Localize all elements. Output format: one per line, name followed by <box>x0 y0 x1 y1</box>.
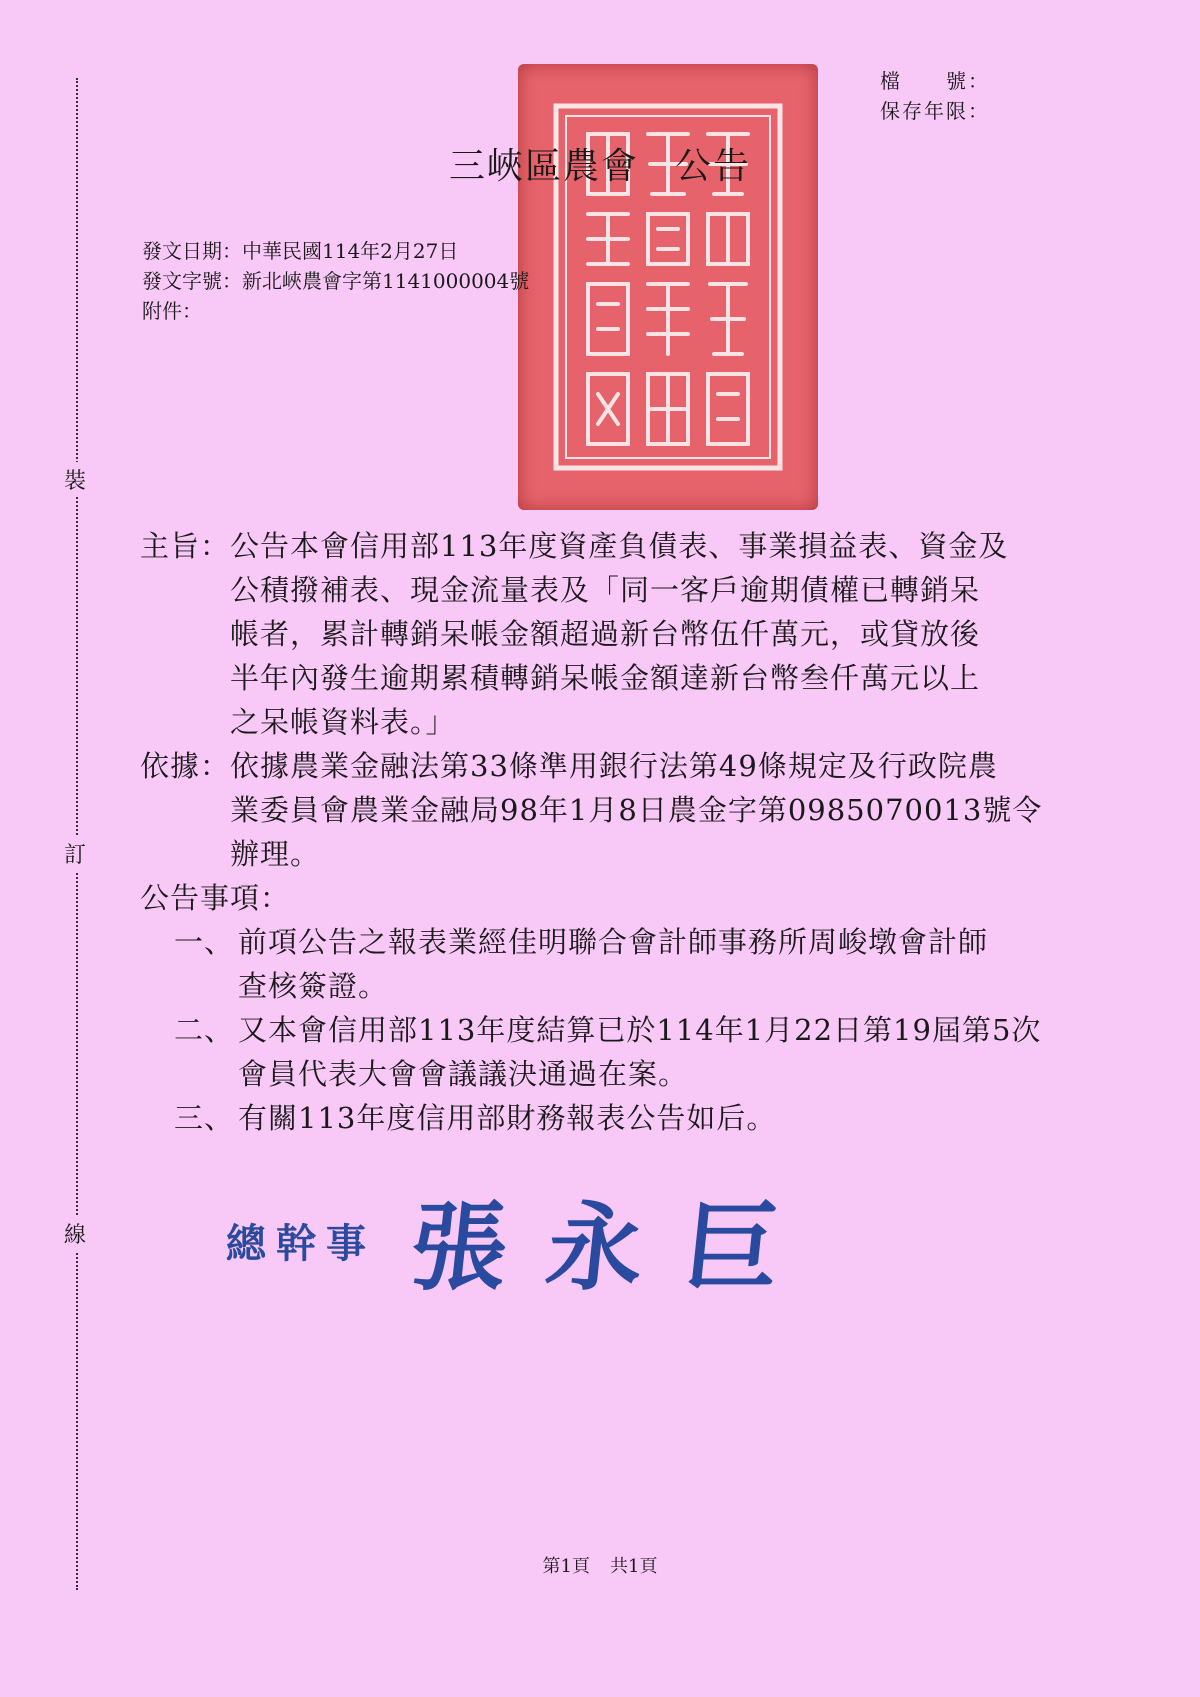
basis-text <box>230 744 1060 876</box>
subject-line: 公告本會信用部113年度資產負債表、事業損益表、資金及 <box>230 529 1009 563</box>
basis-line: 辦理。 <box>230 837 321 871</box>
basis-label: 依據： <box>140 749 231 783</box>
subject-text <box>230 524 1060 744</box>
page-total: 共1頁 <box>610 1556 658 1577</box>
basis-section <box>140 744 1060 876</box>
attachment-label: 附件： <box>142 299 202 323</box>
subject-line: 半年內發生逾期累積轉銷呆帳金額達新台幣叁仟萬元以上 <box>230 661 981 695</box>
org-name: 三峽區農會 <box>448 146 639 187</box>
reference-number: 發文字號：新北峽農會字第1141000004號 <box>142 269 530 293</box>
notice-item-number: 二、 <box>174 1013 235 1047</box>
subject-line: 之呆帳資料表。」 <box>230 705 456 739</box>
signature-name: 張永巨 <box>405 1191 826 1304</box>
subject-line: 帳者，累計轉銷呆帳金額超過新台幣伍仟萬元，或貸放後 <box>230 617 981 651</box>
page-number: 第1頁 <box>542 1556 590 1577</box>
notice-label: 公告事項： <box>140 881 291 915</box>
issue-date: 發文日期：中華民國114年2月27日 <box>142 239 459 263</box>
notice-item-text <box>238 920 988 1008</box>
doc-type: 公告 <box>675 146 752 187</box>
document-meta <box>142 236 529 326</box>
basis-line: 業委員會農業金融局98年1月8日農金字第0985070013號令 <box>230 793 1043 827</box>
notice-line: 又本會信用部113年度結算已於114年1月22日第19屆第5次 <box>238 1013 1042 1047</box>
notice-item-number: 三、 <box>174 1101 235 1135</box>
notice-item <box>140 1008 1060 1096</box>
file-info <box>880 66 990 126</box>
seal-stamp-graphic <box>518 64 818 510</box>
binding-mark-zhuang: 裝 <box>64 462 86 497</box>
binding-mark-ding: 訂 <box>64 836 86 871</box>
notice-line: 有關113年度信用部財務報表公告如后。 <box>238 1101 777 1135</box>
notice-item <box>140 920 1060 1008</box>
official-seal <box>518 64 818 510</box>
notice-item-text <box>238 1096 776 1140</box>
basis-line: 依據農業金融法第33條準用銀行法第49條規定及行政院農 <box>230 749 998 783</box>
notice-item-text <box>238 1008 1041 1096</box>
signature-title: 總幹事 <box>226 1220 376 1267</box>
binding-line <box>76 78 78 1590</box>
subject-section <box>140 524 1060 744</box>
notice-line: 會員代表大會會議議決通過在案。 <box>238 1057 689 1091</box>
subject-line: 公積撥補表、現金流量表及「同一客戶逾期債權已轉銷呆 <box>230 573 981 607</box>
notice-item-number: 一、 <box>174 925 235 959</box>
subject-label: 主旨： <box>140 529 231 563</box>
page-title <box>0 138 1200 189</box>
notice-item <box>140 1096 1060 1140</box>
document-body <box>140 524 1060 1140</box>
seal-text: 新北市三峽區農會圖記 <box>668 494 678 495</box>
retention-period-label: 保存年限： <box>880 99 990 123</box>
notice-line: 前項公告之報表業經佳明聯合會計師事務所周峻墩會計師 <box>238 925 989 959</box>
file-number-label: 檔 號： <box>880 69 990 93</box>
binding-mark-xian: 線 <box>64 1216 86 1251</box>
page-footer <box>0 1552 1200 1578</box>
notice-line: 查核簽證。 <box>238 969 389 1003</box>
